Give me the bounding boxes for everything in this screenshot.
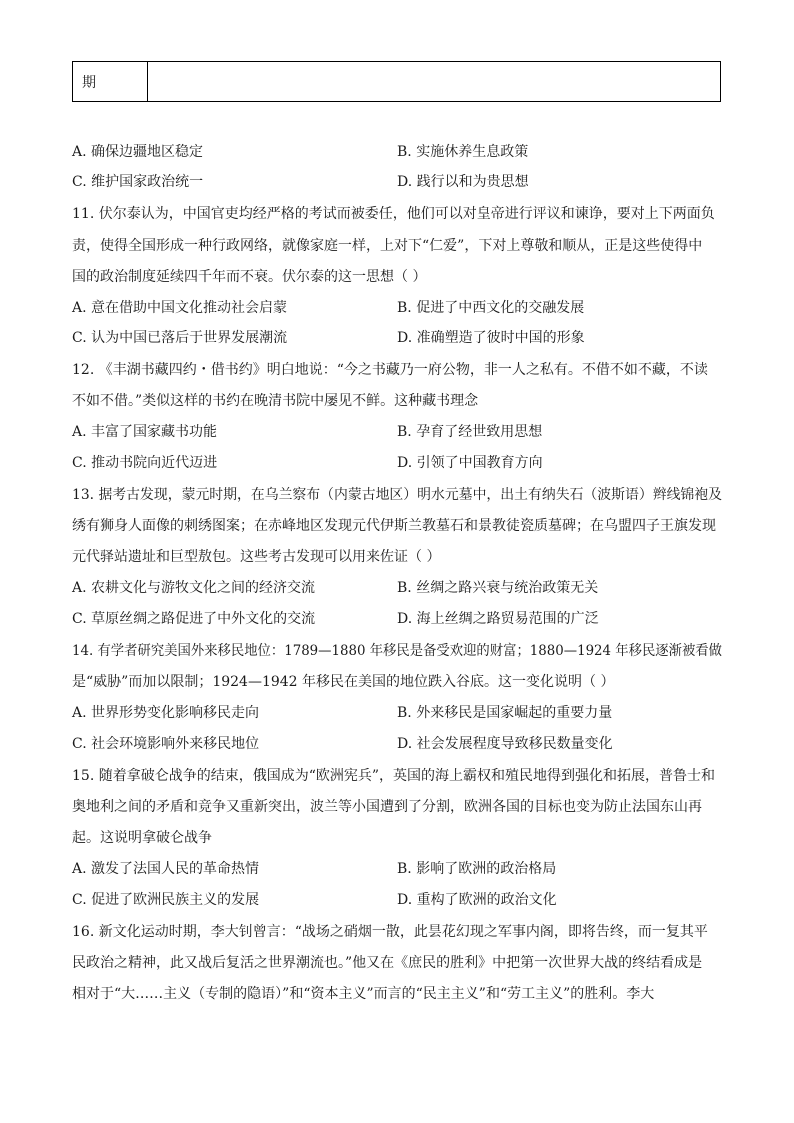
q12-option-d[interactable]: D. 引领了中国教育方向 bbox=[397, 455, 543, 471]
q13-option-a[interactable]: A. 农耕文化与游牧文化之间的经济交流 bbox=[72, 580, 316, 596]
q14-options-row-1 bbox=[72, 703, 724, 723]
table-cell-empty bbox=[148, 62, 720, 101]
q15-options-row-2 bbox=[72, 890, 724, 910]
q12-option-a[interactable]: A. 丰富了国家藏书功能 bbox=[72, 424, 218, 440]
q12-options-row-1 bbox=[72, 422, 724, 442]
q12-option-c[interactable]: C. 推动书院向近代迈进 bbox=[72, 455, 218, 471]
q13-option-d[interactable]: D. 海上丝绸之路贸易范围的广泛 bbox=[397, 611, 599, 627]
q14-option-d[interactable]: D. 社会发展程度导致移民数量变化 bbox=[397, 736, 613, 752]
q11-option-b[interactable]: B. 促进了中西文化的交融发展 bbox=[397, 300, 585, 316]
q13-option-c[interactable]: C. 草原丝绸之路促进了中外文化的交流 bbox=[72, 611, 316, 627]
q14-stem-line-1: 14. 有学者研究美国外来移民地位：1789—1880 年移民是备受欢迎的财富；1880—1924 年移民逐渐被看做 bbox=[72, 643, 722, 659]
q15-stem-line-2: 奥地利之间的矛盾和竞争又重新突出，波兰等小国遭到了分割，欧洲各国的目标也变为防止法国东山再 bbox=[72, 799, 702, 815]
q10-option-b[interactable]: B. 实施休养生息政策 bbox=[397, 144, 529, 160]
q13-option-b[interactable]: B. 丝绸之路兴衰与统治政策无关 bbox=[397, 580, 599, 596]
q15-options-row-1 bbox=[72, 859, 724, 879]
q16-stem-line-3: 相对于“大……主义（专制的隐语）”和“资本主义”而言的“民主主义”和“劳工主义”的胜利。李大 bbox=[72, 986, 655, 1002]
q15-option-a[interactable]: A. 激发了法国人民的革命热情 bbox=[72, 861, 260, 877]
table-fragment bbox=[72, 61, 721, 102]
q11-options-row-1 bbox=[72, 298, 724, 318]
q11-option-a[interactable]: A. 意在借助中国文化推动社会启蒙 bbox=[72, 300, 288, 316]
q13-stem-line-1: 13. 据考古发现，蒙元时期，在乌兰察布（内蒙古地区）明水元墓中，出土有纳失石（波斯语）辫线锦袍及 bbox=[72, 487, 722, 503]
q10-option-a[interactable]: A. 确保边疆地区稳定 bbox=[72, 144, 204, 160]
q15-stem-line-3: 起。这说明拿破仑战争 bbox=[72, 830, 212, 846]
q14-options-row-2 bbox=[72, 734, 724, 754]
q10-option-c[interactable]: C. 维护国家政治统一 bbox=[72, 174, 204, 190]
q12-options-row-2 bbox=[72, 453, 724, 473]
q12-stem-line-2: 不如不借。”类似这样的书约在晚清书院中屡见不鲜。这种藏书理念 bbox=[72, 393, 479, 409]
q10-options-row-2 bbox=[72, 172, 724, 192]
q11-stem-line-3: 国的政治制度延续四千年而不衰。伏尔泰的这一思想（ ） bbox=[72, 269, 427, 285]
q15-stem-line-1: 15. 随着拿破仑战争的结束，俄国成为“欧洲宪兵”，英国的海上霸权和殖民地得到强化和拓展，普鲁士和 bbox=[72, 768, 716, 784]
q14-stem-line-2: 是“威胁”而加以限制；1924—1942 年移民在美国的地位跌入谷底。这一变化说明（ ） bbox=[72, 674, 615, 690]
q11-option-c[interactable]: C. 认为中国已落后于世界发展潮流 bbox=[72, 330, 288, 346]
q15-option-b[interactable]: B. 影响了欧洲的政治格局 bbox=[397, 861, 557, 877]
table-cell-period: 期 bbox=[73, 62, 148, 101]
q14-option-b[interactable]: B. 外来移民是国家崛起的重要力量 bbox=[397, 705, 613, 721]
q14-option-a[interactable]: A. 世界形势变化影响移民走向 bbox=[72, 705, 260, 721]
q13-stem-line-2: 绣有狮身人面像的刺绣图案；在赤峰地区发现元代伊斯兰教墓石和景教徒瓷质墓碑；在乌盟四子王旗发现 bbox=[72, 518, 716, 534]
q13-options-row-1 bbox=[72, 578, 724, 598]
q16-stem-line-1: 16. 新文化运动时期，李大钊曾言：“战场之硝烟一散，此昙花幻现之军事内阁，即将告终，而一复其平 bbox=[72, 924, 708, 940]
q13-stem-line-3: 元代驿站遗址和巨型敖包。这些考古发现可以用来佐证（ ） bbox=[72, 549, 441, 565]
q12-option-b[interactable]: B. 孕育了经世致用思想 bbox=[397, 424, 543, 440]
q14-option-c[interactable]: C. 社会环境影响外来移民地位 bbox=[72, 736, 260, 752]
q10-option-d[interactable]: D. 践行以和为贵思想 bbox=[397, 174, 529, 190]
q12-stem-line-1: 12. 《丰湖书藏四约・借书约》明白地说：“今之书藏乃一府公物，非一人之私有。不借不如不藏，不读 bbox=[72, 362, 708, 378]
q10-options-row-1 bbox=[72, 142, 724, 162]
q11-stem-line-2: 责，使得全国形成一种行政网络，就像家庭一样，上对下“仁爱”，下对上尊敬和顺从，正是这些使得中 bbox=[72, 238, 703, 254]
q16-stem-line-2: 民政治之精神，此又战后复活之世界潮流也。”他又在《庶民的胜利》中把第一次世界大战的终结看成是 bbox=[72, 955, 703, 971]
q11-option-d[interactable]: D. 准确塑造了彼时中国的形象 bbox=[397, 330, 585, 346]
q15-option-d[interactable]: D. 重构了欧洲的政治文化 bbox=[397, 892, 557, 908]
q11-options-row-2 bbox=[72, 328, 724, 348]
q13-options-row-2 bbox=[72, 609, 724, 629]
q15-option-c[interactable]: C. 促进了欧洲民族主义的发展 bbox=[72, 892, 260, 908]
q11-stem-line-1: 11. 伏尔泰认为，中国官吏均经严格的考试而被委任，他们可以对皇帝进行评议和谏诤，要对上下两面负 bbox=[72, 206, 715, 222]
